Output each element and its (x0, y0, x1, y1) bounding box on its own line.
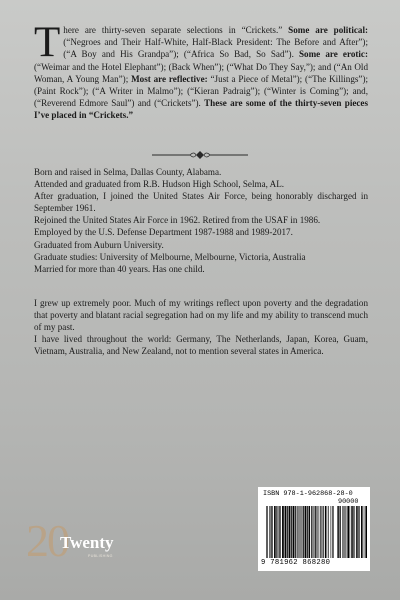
barcode-bar (301, 506, 302, 558)
barcode-addon-bar (352, 506, 353, 558)
barcode-bar (291, 506, 292, 558)
bio-line: Graduate studies: University of Melbourne, Melbourne, Victoria, Australia (34, 251, 306, 262)
barcode-bar (289, 506, 290, 558)
barcode-bar (328, 506, 329, 558)
barcode-bar (292, 506, 293, 558)
barcode-bar (279, 506, 280, 558)
barcode-bar (279, 506, 280, 558)
barcode-addon-bar (347, 506, 348, 558)
author-reflection (34, 297, 368, 357)
isbn-label: ISBN 978-1-962868-28-0 (263, 490, 353, 498)
barcode-bar (317, 506, 318, 558)
barcode-bar (303, 506, 304, 558)
barcode-bar (267, 506, 268, 558)
barcode-bar (289, 506, 290, 558)
logo-number: 20 (26, 515, 68, 566)
barcode-bar (282, 506, 283, 558)
barcode-bars (266, 506, 334, 558)
bio-line: Married for more than 40 years. Has one child. (34, 263, 205, 274)
barcode-bar (293, 506, 294, 558)
barcode-addon-bar (361, 506, 362, 558)
barcode-addon-bar (344, 506, 345, 558)
barcode-bar (307, 506, 308, 558)
barcode-addon-bar (366, 506, 367, 558)
barcode-bar (303, 506, 304, 558)
barcode-addon-bar (354, 506, 355, 558)
barcode-addon-bar (362, 506, 363, 558)
barcode-addon-bar (348, 506, 349, 558)
barcode-bar (275, 506, 276, 558)
barcode-addon-bar (340, 506, 341, 558)
bio-line: Employed by the U.S. Defense Department 1987-1988 and 1989-2017. (34, 227, 293, 238)
barcode-addon-bar (353, 506, 354, 558)
barcode-addon-bar (339, 506, 340, 558)
intro-segment-bold: These are some of the thirty-seven pieces I’ve placed in “Crickets.” (34, 98, 368, 121)
barcode-bar (308, 506, 309, 558)
barcode-bar (272, 506, 273, 558)
barcode-addon-bar (340, 506, 341, 558)
barcode-bar (300, 506, 301, 558)
barcode-bar (269, 506, 270, 558)
barcode-bar (304, 506, 305, 558)
drop-cap: T (34, 19, 61, 66)
barcode-bar (291, 506, 292, 558)
barcode-bar (266, 506, 267, 558)
barcode-addon-bar (359, 506, 360, 558)
barcode-bar (275, 506, 276, 558)
isbn-barcode (258, 487, 370, 571)
barcode-bar (287, 506, 288, 558)
intro-segment: (“Negroes and Their Half-White, Half-Black President: The Before and After”); (“A Boy and His Grandpa”); (“Africa So Bad, So Sad”). (63, 37, 368, 60)
barcode-bar (313, 506, 314, 558)
barcode-addon-bar (362, 506, 363, 558)
barcode-bar (274, 506, 275, 558)
barcode-addon-bar (366, 506, 367, 558)
barcode-bar (333, 506, 334, 558)
barcode-addon-bar (358, 506, 359, 558)
barcode-addon-bar (345, 506, 346, 558)
barcode-bar (305, 506, 306, 558)
barcode-bar (283, 506, 284, 558)
publisher-logo (26, 515, 156, 574)
barcode-addon-bar (357, 506, 358, 558)
barcode-bar (283, 506, 284, 558)
ean-digits: 9 781962 868280 (261, 559, 331, 567)
barcode-bar (311, 506, 312, 558)
barcode-addon-bar (351, 506, 352, 558)
barcode-addon-bar (338, 506, 339, 558)
intro-segment-bold: Most are reflective: (131, 73, 208, 84)
barcode-bar (296, 506, 297, 558)
barcode-bar (271, 506, 272, 558)
barcode-addon-bars (337, 506, 367, 558)
barcode-addon-bar (357, 506, 358, 558)
intro-segment: here are thirty-seven separate selections in “Crickets.” (63, 25, 289, 35)
barcode-bar (285, 506, 286, 558)
barcode-bar (276, 506, 277, 558)
logo-tagline: PUBLISHING (88, 554, 113, 558)
barcode-bar (321, 506, 322, 558)
price-code: 90000 (338, 498, 359, 506)
barcode-addon-bar (342, 506, 343, 558)
barcode-addon-bar (356, 506, 357, 558)
barcode-bar (284, 506, 285, 558)
barcode-bar (331, 506, 332, 558)
barcode-bar (320, 506, 321, 558)
bio-line: Graduated from Auburn University. (34, 239, 164, 250)
barcode-bar (295, 506, 296, 558)
barcode-bar (309, 506, 310, 558)
author-bio (34, 166, 368, 275)
barcode-addon-bar (348, 506, 349, 558)
barcode-bar (277, 506, 278, 558)
barcode-bar (285, 506, 286, 558)
barcode-bar (315, 506, 316, 558)
barcode-bar (280, 506, 281, 558)
barcode-addon-bar (337, 506, 338, 558)
barcode-addon-bar (346, 506, 347, 558)
bio-line: After graduation, I joined the United States Air Force, being honorably discharged in September 1961. (34, 191, 368, 214)
barcode-addon-bar (365, 506, 366, 558)
barcode-bar (319, 506, 320, 558)
bio-line: Born and raised in Selma, Dallas County, Alabama. (34, 167, 222, 177)
barcode-bar (287, 506, 288, 558)
bio-line: Rejoined the United States Air Force in 1962. Retired from the USAF in 1986. (34, 215, 321, 226)
barcode-addon-bar (350, 506, 351, 558)
barcode-bar (325, 506, 326, 558)
barcode-bar (323, 506, 324, 558)
intro-segment: “Just a Piece of Metal”); (“The Killings”); (Paint Rock”); (“A Writer in Malmo”); (“Kieran Padraig”); (“Winter is Coming”); and, (“Reverend Edmore Saul”) and (“Crickets”). (34, 73, 368, 109)
bio-line: Attended and graduated from R.B. Hudson High School, Selma, AL. (34, 179, 285, 190)
barcode-bar (288, 506, 289, 558)
barcode-bar (297, 506, 298, 558)
barcode-bar (325, 506, 326, 558)
intro-segment: (“Weimar and the Hotel Elephant”); (Back When”); (“What Do They Say,”); and (“An Old Woman, A Young Man”); (34, 61, 368, 84)
barcode-bar (327, 506, 328, 558)
intro-segment-bold: Some are political: (288, 25, 369, 35)
reflection-paragraph: I grew up extremely poor. Much of my writings reflect upon poverty and the degradation that poverty and blatant racial segregation had on my life and my ability to transcend much of my past. (34, 298, 368, 333)
barcode-bar (309, 506, 310, 558)
intro-paragraph (34, 19, 369, 122)
barcode-bar (295, 506, 296, 558)
barcode-bar (312, 506, 313, 558)
barcode-bar (332, 506, 333, 558)
barcode-bar (316, 506, 317, 558)
barcode-bar (315, 506, 316, 558)
barcode-bar (299, 506, 300, 558)
reflection-paragraph: I have lived throughout the world: Germany, The Netherlands, Japan, Korea, Guam, Vietnam, Australia, and New Zealand, not to mention several states in America. (34, 334, 368, 357)
ornament-divider (150, 149, 250, 161)
barcode-bar (307, 506, 308, 558)
barcode-bar (305, 506, 306, 558)
barcode-bar (323, 506, 324, 558)
barcode-addon-bar (352, 506, 353, 558)
barcode-addon-bar (364, 506, 365, 558)
logo-wordmark: Twenty (60, 533, 114, 552)
barcode-bar (271, 506, 272, 558)
intro-segment-bold: Some are erotic: (298, 49, 368, 60)
barcode-bar (293, 506, 294, 558)
